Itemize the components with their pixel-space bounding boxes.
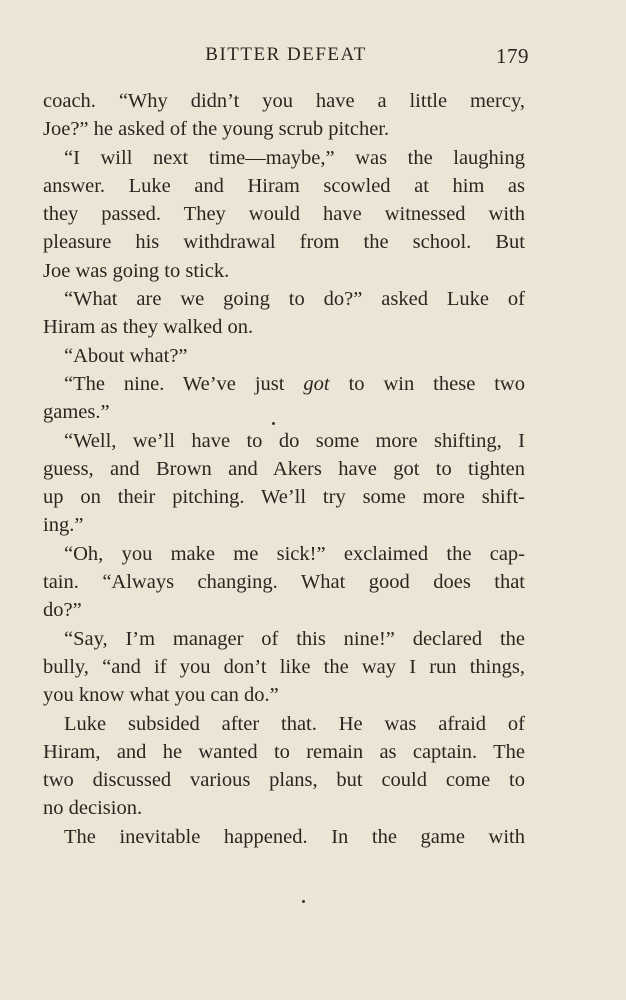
text-line: pleasure his withdrawal from the school. But — [43, 231, 525, 254]
body-text — [43, 87, 525, 851]
text-line: Luke subsided after that. He was afraid of — [64, 712, 525, 735]
running-title: BITTER DEFEAT — [205, 44, 367, 65]
text-line: “Well, we’ll have to do some more shifting, I — [64, 429, 525, 452]
text-line: bully, “and if you don’t like the way I run things, — [43, 655, 525, 678]
text-line: The inevitable happened. In the game with — [64, 825, 525, 848]
text-line: ing.” — [43, 514, 84, 537]
text-line: they passed. They would have witnessed with — [43, 203, 525, 226]
text-line: “Say, I’m manager of this nine!” declared the — [64, 627, 525, 650]
text-line: do?” — [43, 599, 82, 622]
text-line: answer. Luke and Hiram scowled at him as — [43, 174, 525, 197]
text-line: you know what you can do.” — [43, 684, 279, 707]
text-line: tain. “Always changing. What good does that — [43, 571, 525, 594]
running-head — [43, 44, 529, 74]
text-line: “I will next time—maybe,” was the laughing — [64, 146, 525, 169]
text-line: games.” — [43, 401, 110, 424]
text-line: up on their pitching. We’ll try some more shift- — [43, 486, 525, 509]
ink-speck — [272, 422, 275, 425]
emphasized-word: got — [303, 372, 330, 395]
text-line: “What are we going to do?” asked Luke of — [64, 288, 525, 311]
text-line: two discussed various plans, but could come to — [43, 769, 525, 792]
text-segment: “The nine. We’ve just — [64, 372, 304, 395]
ink-speck — [302, 900, 305, 903]
text-line: Hiram, and he wanted to remain as captain. The — [43, 740, 525, 763]
text-line: no decision. — [43, 797, 143, 820]
page-number: 179 — [496, 44, 529, 68]
text-line: Joe was going to stick. — [43, 259, 230, 282]
text-line: coach. “Why didn’t you have a little mercy, — [43, 90, 525, 112]
text-segment: to win these two — [329, 372, 525, 395]
text-line: “Oh, you make me sick!” exclaimed the cap- — [64, 542, 525, 565]
text-line: “About what?” — [64, 344, 188, 367]
text-line: guess, and Brown and Akers have got to tighten — [43, 457, 525, 480]
text-line — [43, 370, 525, 398]
text-line: Joe?” he asked of the young scrub pitcher. — [43, 118, 390, 141]
text-line: Hiram as they walked on. — [43, 316, 254, 339]
